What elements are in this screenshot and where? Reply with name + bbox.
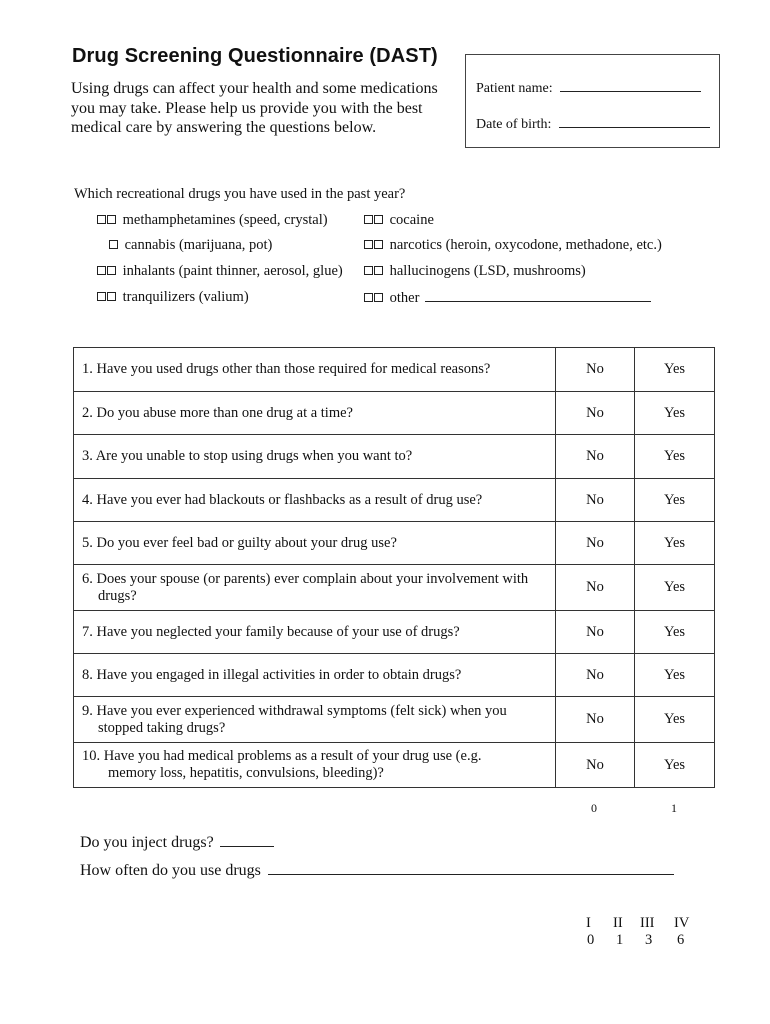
dast-question-table — [73, 347, 715, 788]
question-text: 2. Do you abuse more than one drug at a time? — [74, 392, 556, 435]
table-row — [74, 743, 715, 788]
score-yes: 1 — [671, 801, 677, 815]
drug-option-label: tranquilizers (valium) — [122, 289, 249, 305]
drug-option-cannabis[interactable] — [109, 237, 272, 254]
drug-option-inhalants[interactable] — [97, 263, 343, 280]
drug-option-label: narcotics (heroin, oxycodone, methadone, etc.) — [389, 237, 662, 253]
question-text: 7. Have you neglected your family because of your use of drugs? — [74, 611, 556, 654]
frequency-field[interactable] — [268, 862, 674, 875]
table-row — [74, 565, 715, 611]
answer-no[interactable]: No — [556, 348, 635, 392]
inject-field[interactable] — [220, 834, 274, 847]
grade-points: 1 — [616, 932, 624, 948]
checkbox-icon[interactable] — [364, 215, 373, 224]
checkbox-icon[interactable] — [107, 215, 116, 224]
drugs-question: Which recreational drugs you have used in the past year? — [74, 186, 406, 202]
drug-option-label: cocaine — [389, 212, 434, 228]
answer-yes[interactable]: Yes — [635, 611, 715, 654]
checkbox-icon[interactable] — [107, 292, 116, 301]
question-text: 1. Have you used drugs other than those required for medical reasons? — [74, 348, 556, 392]
question-text: 3. Are you unable to stop using drugs when you want to? — [74, 435, 556, 479]
answer-no[interactable]: No — [556, 697, 635, 743]
grade-level: II — [613, 915, 623, 931]
question-text: 6. Does your spouse (or parents) ever complain about your involvement with drugs? — [74, 565, 556, 611]
checkbox-icon[interactable] — [109, 240, 118, 249]
answer-yes[interactable]: Yes — [635, 565, 715, 611]
patient-name-label: Patient name: — [476, 81, 553, 96]
drug-option-label: inhalants (paint thinner, aerosol, glue) — [122, 263, 343, 279]
checkbox-icon[interactable] — [374, 266, 383, 275]
dob-field[interactable] — [559, 115, 710, 128]
checkbox-icon[interactable] — [374, 240, 383, 249]
table-row — [74, 611, 715, 654]
answer-yes[interactable]: Yes — [635, 743, 715, 788]
inject-question — [80, 834, 274, 852]
answer-no[interactable]: No — [556, 522, 635, 565]
drug-option-tranquilizers[interactable] — [97, 289, 249, 306]
other-drug-field[interactable] — [425, 289, 651, 302]
answer-no[interactable]: No — [556, 565, 635, 611]
grade-points: 0 — [587, 932, 595, 948]
patient-name-field[interactable] — [560, 79, 701, 92]
answer-no[interactable]: No — [556, 743, 635, 788]
answer-yes[interactable]: Yes — [635, 479, 715, 522]
table-row — [74, 435, 715, 479]
question-text: 8. Have you engaged in illegal activities in order to obtain drugs? — [74, 654, 556, 697]
drug-option-label: methamphetamines (speed, crystal) — [122, 212, 328, 228]
answer-no[interactable]: No — [556, 392, 635, 435]
answer-yes[interactable]: Yes — [635, 435, 715, 479]
checkbox-icon[interactable] — [374, 215, 383, 224]
dob-row — [476, 115, 710, 133]
drug-option-label: hallucinogens (LSD, mushrooms) — [389, 263, 586, 279]
checkbox-icon[interactable] — [97, 292, 106, 301]
checkbox-icon[interactable] — [97, 266, 106, 275]
table-row — [74, 697, 715, 743]
checkbox-icon[interactable] — [364, 266, 373, 275]
table-row — [74, 479, 715, 522]
drug-option-hallucinogens[interactable] — [364, 263, 586, 280]
table-row — [74, 392, 715, 435]
drug-option-methamphetamines[interactable] — [97, 212, 328, 229]
answer-no[interactable]: No — [556, 479, 635, 522]
checkbox-icon[interactable] — [364, 293, 373, 302]
grade-level: I — [586, 915, 591, 931]
dob-label: Date of birth: — [476, 117, 552, 132]
table-row — [74, 522, 715, 565]
checkbox-icon[interactable] — [364, 240, 373, 249]
page-title: Drug Screening Questionnaire (DAST) — [72, 45, 438, 67]
question-text: 9. Have you ever experienced withdrawal symptoms (felt sick) when you stopped taking drugs? — [74, 697, 556, 743]
grade-level: III — [640, 915, 655, 931]
answer-no[interactable]: No — [556, 435, 635, 479]
answer-no[interactable]: No — [556, 611, 635, 654]
question-text: 10. Have you had medical problems as a result of your drug use (e.g. memory loss, hepatitis, convulsions, bleeding)? — [74, 743, 556, 788]
drug-option-other[interactable] — [364, 289, 651, 307]
drug-option-cocaine[interactable] — [364, 212, 434, 229]
grade-points: 6 — [677, 932, 685, 948]
checkbox-icon[interactable] — [374, 293, 383, 302]
patient-info-box — [465, 54, 720, 148]
answer-yes[interactable]: Yes — [635, 348, 715, 392]
grade-points: 3 — [645, 932, 653, 948]
score-no: 0 — [591, 801, 597, 815]
drug-option-label: other — [389, 290, 420, 306]
patient-name-row — [476, 79, 701, 97]
drug-option-label: cannabis (marijuana, pot) — [124, 237, 273, 253]
table-row — [74, 348, 715, 392]
answer-yes[interactable]: Yes — [635, 522, 715, 565]
checkbox-icon[interactable] — [107, 266, 116, 275]
answer-yes[interactable]: Yes — [635, 697, 715, 743]
question-text: 5. Do you ever feel bad or guilty about your drug use? — [74, 522, 556, 565]
answer-yes[interactable]: Yes — [635, 392, 715, 435]
checkbox-icon[interactable] — [97, 215, 106, 224]
intro-text: Using drugs can affect your health and some medications you may take. Please help us provide you with the best medical care by answering the questions below. — [71, 80, 438, 136]
answer-yes[interactable]: Yes — [635, 654, 715, 697]
inject-label: Do you inject drugs? — [80, 834, 214, 851]
table-row — [74, 654, 715, 697]
grade-level: IV — [674, 915, 690, 931]
drug-option-narcotics[interactable] — [364, 237, 662, 254]
answer-no[interactable]: No — [556, 654, 635, 697]
frequency-question — [80, 862, 674, 880]
frequency-label: How often do you use drugs — [80, 862, 261, 879]
question-text: 4. Have you ever had blackouts or flashbacks as a result of drug use? — [74, 479, 556, 522]
